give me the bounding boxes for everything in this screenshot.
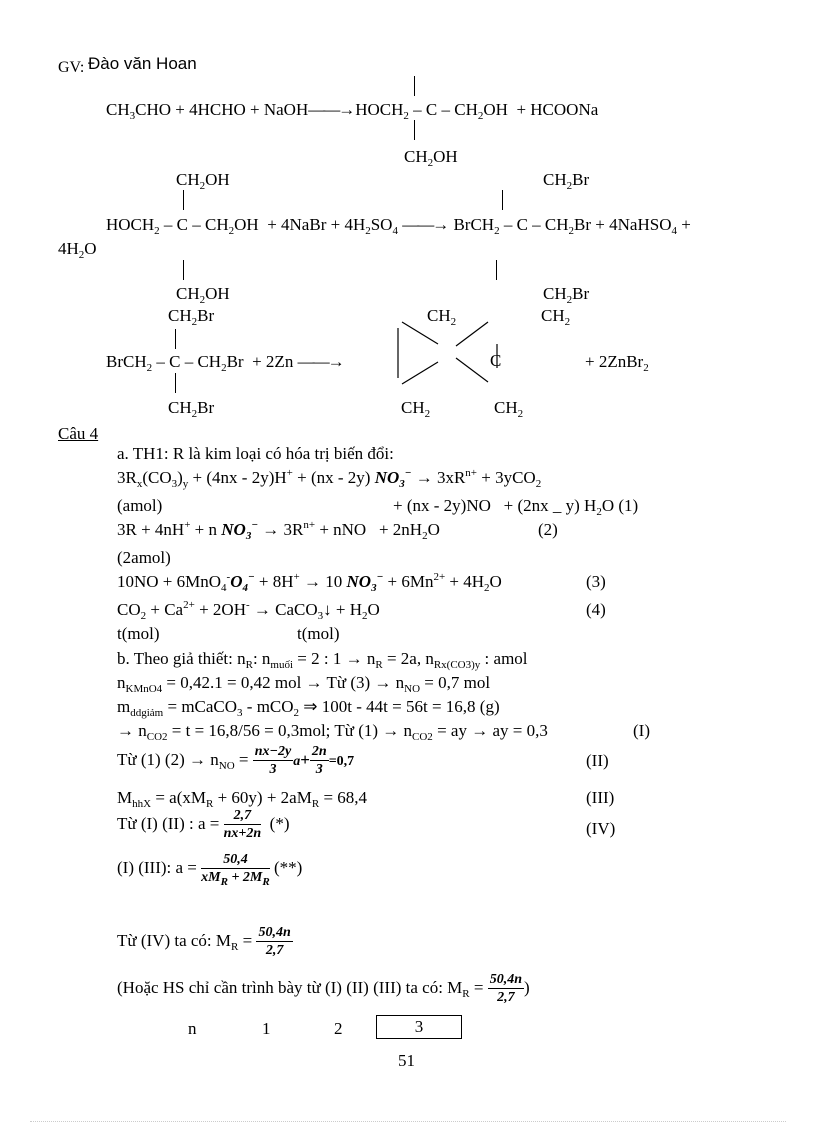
bond-line [502, 190, 503, 210]
bond-line [414, 120, 415, 140]
fraction: $\frac{50,4}{xM_R + 2M_R}$ [201, 852, 270, 889]
part-b-line-4-num: (I) [633, 721, 650, 740]
equation-4-mol-right: t(mol) [297, 624, 340, 643]
equation-4-num: (4) [586, 600, 606, 619]
part-b-line-2: $n_{KMnO4} = 0,42.1 = 0,42$ mol → Từ $(3) \to n_{NO} = 0,7$ mol [117, 673, 491, 695]
n-row-value: 2 [334, 1019, 343, 1038]
equation-1-mol: (amol) [117, 496, 163, 515]
page-number: 51 [398, 1051, 415, 1070]
bond-line [183, 190, 184, 210]
equation-3: $10NO + 6MnO_4^-O_4^- + 8H^+ \to 10$ $NO_3^- + 6Mn^{2+} + 4H_2O$ [117, 571, 502, 594]
reaction1-branch: $CH_2OH$ [404, 147, 458, 169]
n-row-value: 1 [262, 1019, 271, 1038]
part-a-intro: a. TH1: R là kim loại có hóa trị biến đổi: [117, 444, 394, 463]
spiro-ring-diagram [390, 318, 540, 388]
part-b-line-6-num: (III) [586, 788, 615, 807]
equation-1: $3R_x(CO_3)_y + (4nx - 2y)H^+ + (nx - 2y) NO_3^- \to 3xR^{n+} + 3yCO_2$ [117, 467, 542, 490]
fraction: $\frac{2,7}{nx+2n}$ [223, 808, 262, 842]
equation-3-num: (3) [586, 572, 606, 591]
reaction3-reactant-bottom: $CH_2Br$ [168, 398, 215, 420]
reaction2-water: $4H_2O$ [58, 239, 97, 261]
fraction: $\frac{nx-2y}{3}$ [254, 744, 292, 778]
ring-bottom-right: $CH_2$ [494, 398, 524, 420]
reaction2-product-top: $CH_2Br$ [543, 170, 590, 192]
reaction1-equation: $CH_3CHO$ + 4HCHO + $NaOH——\to HOCH_2 - C - CH_2OH$ + HCOONa [106, 100, 599, 122]
equation-1-cont: + (nx - 2y)NO + (2nx _ y) $H_2O$ (1) [393, 496, 639, 518]
part-b-line-7-num: (IV) [586, 819, 616, 838]
equation-2: 3R + 4nH+ + n $NO_3^- \to 3R^{n+}$ + nNO + $2nH_2O$ [117, 519, 440, 542]
reaction2-reactant-top: $CH_2OH$ [176, 170, 230, 192]
reaction3-byproduct: + 2ZnBr$_2$ [585, 352, 649, 374]
part-b-line-5: Từ (1) $(2) \to n_{NO}$ = $\frac{nx-2y}{3}$ a+ $\frac{2n}{3}$ =0,7 [117, 744, 355, 778]
section-title: Câu 4 [58, 424, 99, 443]
part-b-line-8: (I) (III): a = $\frac{50,4}{xM_R + 2M_R}$ (**) [117, 852, 303, 889]
bond-line [496, 260, 497, 280]
part-b-line-5-num: (II) [586, 751, 609, 770]
bond-line [414, 76, 415, 96]
reaction2-product-bottom: $CH_2Br$ [543, 284, 590, 306]
n-row-label: n [188, 1019, 197, 1038]
footer-divider [30, 1121, 786, 1122]
fraction: $\frac{50,4n}{2,7}$ [489, 972, 523, 1006]
reaction2-reactant-bottom: $CH_2OH$ [176, 284, 230, 306]
part-b-line-10: (Hoặc HS chỉ cần trình bày từ (I) (II) (III) ta có: $M_R$ = $\frac{50,4n}{2,7}$ ) [117, 972, 530, 1006]
part-b-line-9: Từ (IV) ta có: $M_R$ = $\frac{50,4n}{2,7}$ [117, 925, 291, 959]
part-b-line-7: Từ (I) (II) : a = $\frac{2,7}{nx+2n}$ (*) [117, 808, 290, 842]
part-b-line-3: $m_{ddgiảm}$ = mCaCO$_3$ - mCO$_2$ ⇒ 100t - 44t = 56t = 16,8 (g) [117, 697, 500, 719]
n-row-value-boxed: 3 [376, 1015, 462, 1039]
ring-top: $CH_2$ [427, 306, 457, 328]
ring-top-right: $CH_2$ [541, 306, 571, 328]
ring-bottom-left: $CH_2$ [401, 398, 431, 420]
equation-4: $CO_2 + Ca^{2+} + 2OH^-$ → CaCO$_3$↓ + $H_2O$ [117, 599, 380, 622]
part-b-line-4: → $n_{CO2} = t = 16,8/56 = 0,3mol$; Từ $(1) \to n_{CO2}$ = ay → ay = 0,3 [117, 721, 548, 743]
ring-center: C [490, 351, 502, 370]
equation-2-num: (2) [538, 520, 558, 539]
bond-line [175, 329, 176, 349]
part-b-line-1: b. Theo giả thiết: $n_R$: $n_{muối} = 2$ : $1 \to n_R = 2a$, $n_{Rx(CO3)y}$ : amol [117, 649, 528, 671]
reaction3-reactant-top: $CH_2Br$ [168, 306, 215, 328]
bond-line [183, 260, 184, 280]
reaction3-equation: BrCH$_2$ – $C - CH_2Br + 2Zn$ ——→ [106, 352, 345, 374]
part-b-line-6: $M_{hhX} = a(xM_R + 60y) + 2aM_R = 68,4$ [117, 788, 368, 810]
equation-4-mol-left: t(mol) [117, 624, 160, 643]
fraction: $\frac{2n}{3}$ [311, 744, 327, 778]
bond-line [175, 373, 176, 393]
reaction2-equation: $HOCH_2$ – C – $CH_2OH$ + 4NaBr + $4H_2SO_4$ ——→ BrCH$_2$ – C – $CH_2Br$ + 4NaHSO$_4$ + [106, 215, 691, 237]
fraction: $\frac{50,4n}{2,7}$ [258, 925, 291, 959]
teacher-name: Đào văn Hoan [88, 54, 197, 73]
equation-2-mol: (2amol) [117, 548, 171, 567]
gv-label: GV: [58, 59, 85, 76]
